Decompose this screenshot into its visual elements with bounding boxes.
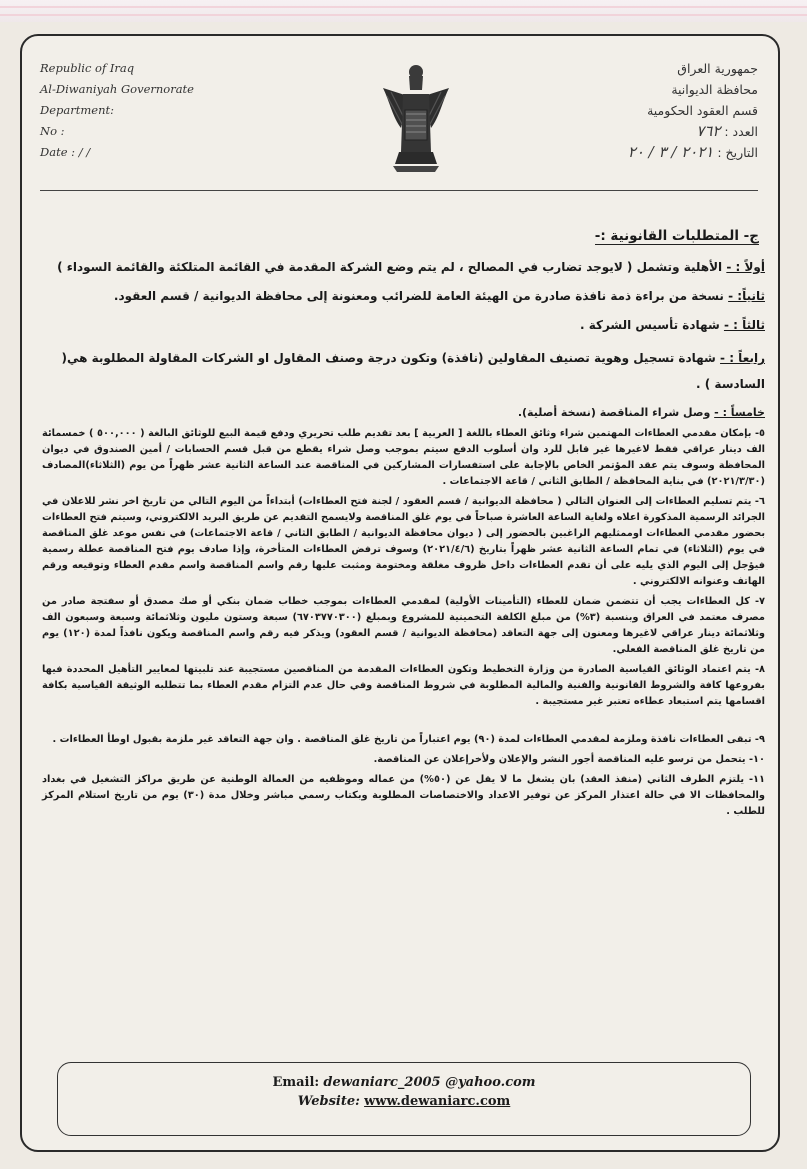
requirement-third-text: شهادة تأسيس الشركة . <box>579 318 720 332</box>
clause-7: ٧- كل العطاءات يجب أن تتضمن ضمان للعطاء (التأمينات الأولية) لمقدمي العطاءات بموجب خطاب ضمان بنكي أو صك مصدق أو سفتجة صادر من مصرف معتمد في العراق وبنسبة (٣%) من مبلغ الكلفة التخمينية للمشروع وبمبلغ (٦٧٠٣٧٧٠٣٠٠) سبعة وستون مليون وثلاثمائة وسبعة وسبعون الف وثلاثمائة دينار عراقي لاغيرها ومعنون إلى جهة التعاقد (محافظة الديوانية / قسم العقود) ويذكر فيه رقم واسم المناقصة ويكون نافذاً لمدة (١٢٠) يوم من تاريخ غلق المناقصة الفعلي. <box>42 596 766 655</box>
footer-website-label: Website: <box>297 1094 360 1109</box>
footer-email <box>58 1073 750 1092</box>
iraq-eagle-emblem-icon <box>375 60 457 178</box>
requirement-second-label: ثانياً: - <box>728 289 765 303</box>
scan-edge <box>0 0 807 22</box>
requirement-first-label: أولاً : - <box>726 260 765 274</box>
governorate-ar: محافظة الديوانية <box>671 82 758 97</box>
country-ar: جمهورية العراق <box>677 61 758 76</box>
governorate-en: Al-Diwaniyah Governorate <box>40 82 194 96</box>
clause-9: ٩- تبقى العطاءات نافذة وملزمة لمقدمي العطاءات لمدة (٩٠) يوم اعتباراً من تاريخ غلق المناقصة . وان جهة التعاقد غير ملزمة بقبول اوطأ العطاءات . <box>52 734 765 745</box>
scan-stripe <box>0 6 807 8</box>
contact-footer <box>57 1062 751 1136</box>
clause-11: ١١- يلتزم الطرف الثاني (منفذ العقد) بان يشغل ما لا يقل عن (٥٠%) من عماله وموظفيه من العمالة الوطنية عن طريق مراكز التشغيل في بغداد والمحافظات الا في حالة اعتذار المركز عن توفير الاعداد والاختصاصات المطلوبة وبكتاب رسمي مباشر وخلال مدة (٣٠) يوم من تاريخ استلام المركز للطلب . <box>42 774 765 817</box>
requirement-fifth <box>42 403 765 422</box>
clause-10: ١٠- يتحمل من ترسو عليه المناقصة أجور النشر والإعلان ولأخرإعلان عن المناقصة. <box>373 754 765 765</box>
number-en: No : <box>40 124 65 138</box>
footer-website <box>58 1092 750 1111</box>
clause-8: ٨- يتم اعتماد الوثائق القياسية الصادرة من وزارة التخطيط وتكون العطاءات المقدمة من المناقصين مستجيبة عند تلبيتها لمعايير التأهيل المحددة فيها بفروعها كافة والشروط القانونية والفنية والمالية المطلوبة في شروط المناقصة وفي حال عدم التزام مقدم العطاء بما تتطلبه الوثيقة القياسية بكافة اقسامها يتم استبعاد عطاءه تعتبر غير مستجيبة . <box>42 664 765 707</box>
requirement-fifth-text: وصل شراء المناقصة (نسخة أصلية). <box>517 406 711 419</box>
footer-website-link[interactable]: www.dewaniarc.com <box>364 1094 511 1109</box>
requirement-second-text: نسخة من براءة ذمة نافذة صادرة من الهيئة العامة للضرائب ومعنونة إلى محافظة الديوانية / قسم العقود. <box>113 289 724 303</box>
scan-stripe <box>0 14 807 16</box>
footer-email-label: Email: <box>272 1075 320 1090</box>
requirement-first-text: الأهلية وتشمل ( لايوجد تضارب في المصالح ، لم يتم وضع الشركة المقدمة في القائمة المتلكئة والقائمة السوداء ) <box>57 260 723 274</box>
requirement-fifth-label: خامساً : - <box>714 406 765 419</box>
date-en: Date : / / <box>40 145 91 159</box>
date-ar <box>528 142 758 163</box>
requirement-fourth-text: شهادة تسجيل وهوية تصنيف المقاولين (نافذة) وتكون درجة وصنف المقاول او الشركات المقاولة المطلوبة هي( السادسة ) . <box>61 351 765 391</box>
clause-6: ٦- يتم تسليم العطاءات إلى العنوان التالي ( محافظة الديوانية / قسم العقود / لجنة فتح العطاءات) أبتداءاً من اليوم التالي من تاريخ اخر نشر للاعلان في الجرائد الرسمية المذكورة اعلاه ولغاية الساعة العاشرة صباحاً في يوم غلق المناقصة ولايسمح التقديم عن طريق البريد الالكتروني، وسيتم فتح العطاءات بحضور مقدمي العطاءات اوممثليهم الراغبين بالحضور إلى ( ديوان محافظة الديوانية / الطابق الثاني / قاعة الاجتماعات) في نفس موعد غلق المناقصة في يوم (الثلاثاء) في تمام الساعة الثانية عشر ظهراً بتاريخ (٢٠٢١/٤/٦) وسوف ترفض العطاءات المتأخرة، وإذا صادف يوم فتح المناقصة عطلة رسمية فيؤجل إلى اليوم الذي يليه على أن تقدم العطاءات داخل ظروف مغلقة ومختومة ومثبت عليها رقم واسم المناقصة واسم مقدم العطاء وتوقيعه ورقم الهاتف وعنوانه الالكتروني . <box>42 496 765 587</box>
country-en: Republic of Iraq <box>40 61 135 75</box>
letterhead-arabic <box>528 58 758 163</box>
number-ar-value: ٧٦٢ <box>696 122 721 140</box>
number-ar <box>528 121 758 142</box>
letterhead <box>28 44 772 202</box>
requirement-fourth-label: رابعاً : - <box>720 351 765 365</box>
date-ar-label: التاريخ : <box>717 145 758 160</box>
requirement-third-label: ثالثاً : - <box>723 318 765 332</box>
date-ar-value: ٢٠٢١ / ٣ / ٢٠ <box>627 143 714 161</box>
footer-email-value[interactable]: dewaniarc_2005 @yahoo.com <box>323 1075 536 1090</box>
requirement-fourth <box>42 345 765 397</box>
department-ar: قسم العقود الحكومية <box>647 103 758 118</box>
document-body <box>42 210 765 1030</box>
requirement-first <box>42 258 765 277</box>
requirement-second <box>42 287 765 306</box>
section-title: ج- المتطلبات القانونية :- <box>594 228 759 244</box>
requirement-third <box>42 316 765 335</box>
number-ar-label: العدد : <box>724 124 758 139</box>
letterhead-divider <box>40 190 758 191</box>
letterhead-english <box>40 58 270 163</box>
clause-5: ٥- بإمكان مقدمي العطاءات المهتمين شراء وثائق العطاء باللغة [ العربية ] بعد تقديم طلب تحريري ودفع قيمة البيع للوثائق البالغة ( ٥٠٠,٠٠٠ ) خمسمائة الف دينار عراقي فقط لاغيرها غير قابل للرد وان أسلوب الدفع سيتم بموجب وصل شراء يقطع من قبل قسم الحسابات / أمين الصندوق في ديوان المحافظة وسوف يتم عقد المؤتمر الخاص بالإجابة على استفسارات المشاركين في المناقصة عند الساعة الثانية عشر ظهراً من يوم (الثلاثاء)المصادف (٢٠٢١/٣/٣٠) في بناية المحافظة / الطابق الثاني / قاعة الاجتماعات . <box>42 428 766 487</box>
department-en: Department: <box>40 103 114 117</box>
